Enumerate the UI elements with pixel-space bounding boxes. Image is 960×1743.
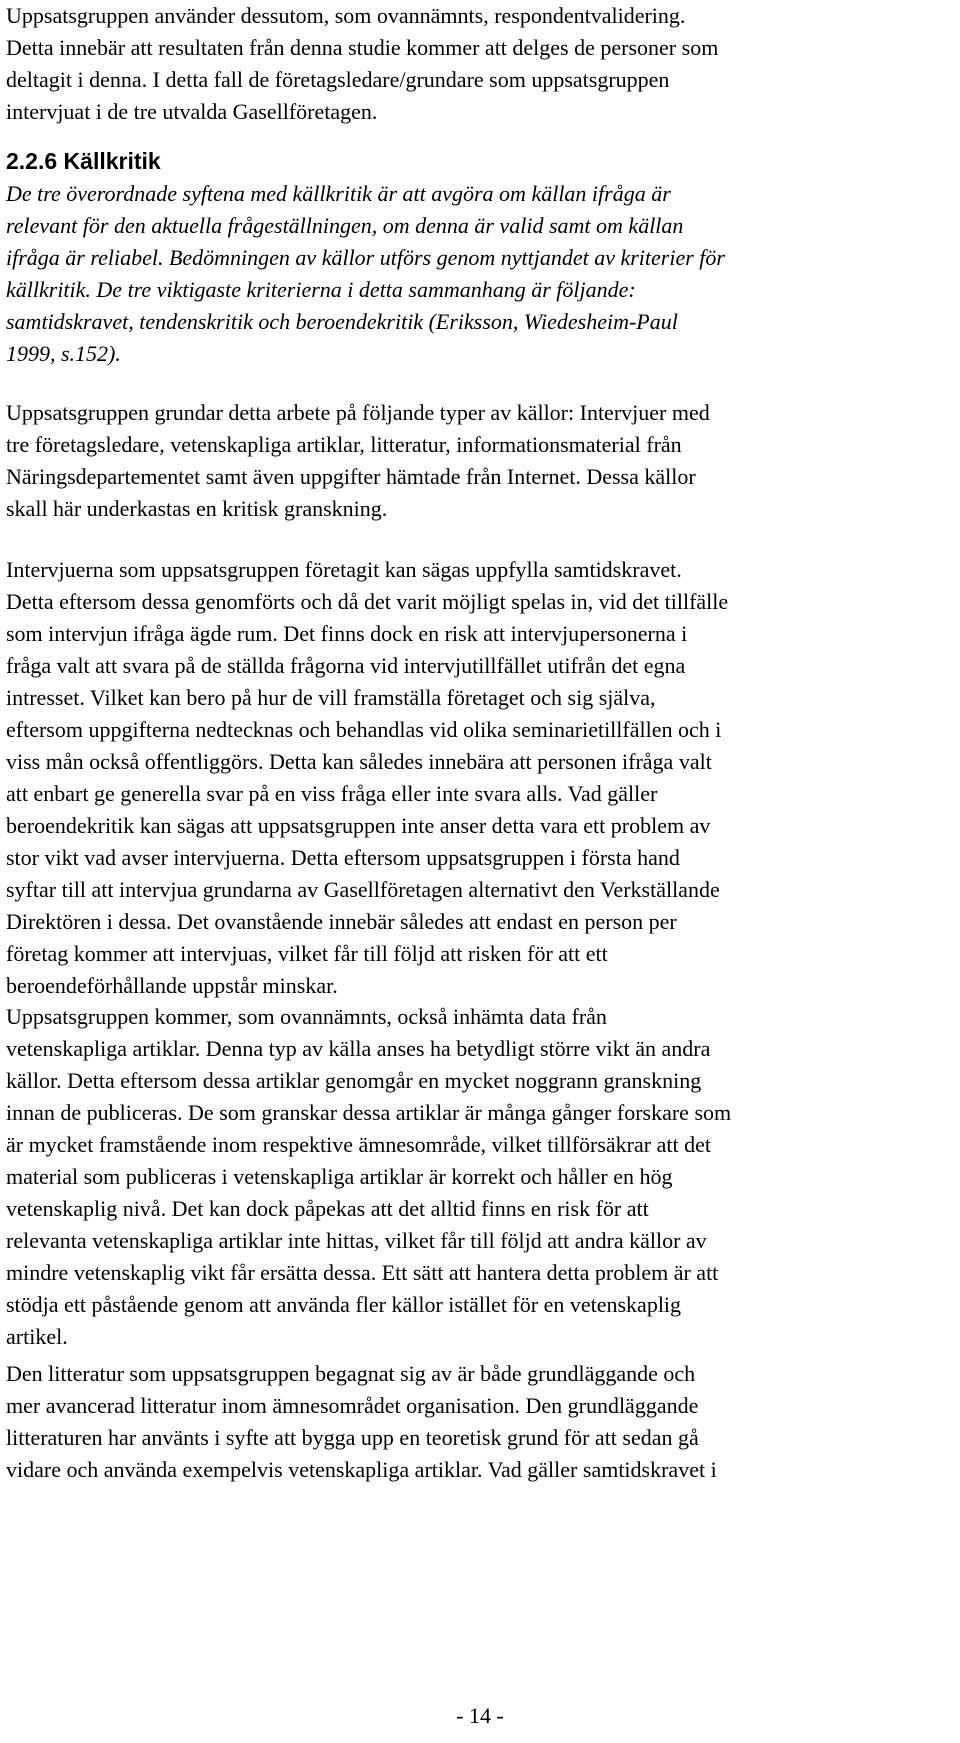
text-line: Detta eftersom dessa genomförts och då det varit möjligt spelas in, vid det tillfälle xyxy=(6,589,729,614)
text-line: samtidskravet, tendenskritik och beroendekritik (Eriksson, Wiedesheim-Paul xyxy=(6,309,678,334)
text-line: Direktören i dessa. Det ovanstående innebär således att endast en person per xyxy=(6,909,677,934)
text-line: är mycket framstående inom respektive ämnesområde, vilket tillförsäkrar att det xyxy=(6,1132,711,1157)
text-line: 1999, s.152). xyxy=(6,341,121,366)
text-line: De tre överordnade syftena med källkritik är att avgöra om källan ifråga är xyxy=(6,181,671,206)
section-number: 2.2.6 xyxy=(6,148,58,174)
text-line: vetenskaplig nivå. Det kan dock påpekas att det alltid finns en risk för att xyxy=(6,1196,649,1221)
text-line: tre företagsledare, vetenskapliga artiklar, litteratur, informationsmaterial från xyxy=(6,432,682,457)
text-line: Uppsatsgruppen använder dessutom, som ovannämnts, respondentvalidering. xyxy=(6,3,686,28)
text-line: innan de publiceras. De som granskar dessa artiklar är många gånger forskare som xyxy=(6,1100,732,1125)
section-title: Källkritik xyxy=(63,148,161,174)
text-line: att enbart ge generella svar på en viss fråga eller inte svara alls. Vad gäller xyxy=(6,781,658,806)
text-line: källkritik. De tre viktigaste kriterierna i detta sammanhang är följande: xyxy=(6,277,636,302)
text-line: vidare och använda exempelvis vetenskapliga artiklar. Vad gäller samtidskravet i xyxy=(6,1457,717,1482)
text-line: företag kommer att intervjuas, vilket får till följd att risken för att ett xyxy=(6,941,608,966)
text-line: syftar till att intervjua grundarna av Gasellföretagen alternativt den Verkställande xyxy=(6,877,720,902)
text-line: eftersom uppgifterna nedtecknas och behandlas vid olika seminarietillfällen och i xyxy=(6,717,722,742)
text-line: artikel. xyxy=(6,1324,68,1349)
body-paragraph xyxy=(6,1358,717,1486)
text-line: relevant för den aktuella frågeställningen, om denna är valid samt om källan xyxy=(6,213,684,238)
body-paragraph xyxy=(6,397,710,525)
text-line: relevanta vetenskapliga artiklar inte hittas, vilket får till följd att andra källor av xyxy=(6,1228,707,1253)
text-line: mer avancerad litteratur inom ämnesområdet organisation. Den grundläggande xyxy=(6,1393,699,1418)
text-line: källor. Detta eftersom dessa artiklar genomgår en mycket noggrann granskning xyxy=(6,1068,702,1093)
text-line: fråga valt att svara på de ställda frågorna vid intervjutillfället utifrån det egna xyxy=(6,653,686,678)
text-line: Uppsatsgruppen kommer, som ovannämnts, också inhämta data från xyxy=(6,1004,607,1029)
text-line: intresset. Vilket kan bero på hur de vill framställa företaget och sig själva, xyxy=(6,685,656,710)
body-paragraph xyxy=(6,554,728,1002)
text-line: Den litteratur som uppsatsgruppen begagnat sig av är både grundläggande och xyxy=(6,1361,696,1386)
text-line: Detta innebär att resultaten från denna studie kommer att delges de personer som xyxy=(6,35,719,60)
text-line: viss mån också offentliggörs. Detta kan således innebära att personen ifråga valt xyxy=(6,749,712,774)
text-line: Uppsatsgruppen grundar detta arbete på följande typer av källor: Intervjuer med xyxy=(6,400,710,425)
text-line: mindre vetenskaplig vikt får ersätta dessa. Ett sätt att hantera detta problem är att xyxy=(6,1260,719,1285)
text-line: ifråga är reliabel. Bedömningen av källor utförs genom nyttjandet av kriterier för xyxy=(6,245,725,270)
text-line: material som publiceras i vetenskapliga artiklar är korrekt och håller en hög xyxy=(6,1164,673,1189)
text-line: intervjuat i de tre utvalda Gasellföretagen. xyxy=(6,99,378,124)
text-line: stor vikt vad avser intervjuerna. Detta eftersom uppsatsgruppen i första hand xyxy=(6,845,680,870)
body-paragraph xyxy=(6,1001,731,1353)
text-line: deltagit i denna. I detta fall de företagsledare/grundare som uppsatsgruppen xyxy=(6,67,670,92)
text-line: Intervjuerna som uppsatsgruppen företagit kan sägas uppfylla samtidskravet. xyxy=(6,557,682,582)
text-line: beroendeförhållande uppstår minskar. xyxy=(6,973,338,998)
italic-paragraph xyxy=(6,178,725,370)
text-line: som intervjun ifråga ägde rum. Det finns dock en risk att intervjupersonerna i xyxy=(6,621,688,646)
intro-paragraph xyxy=(6,0,718,128)
section-heading xyxy=(6,145,161,177)
text-line: litteraturen har använts i syfte att bygga upp en teoretisk grund för att sedan gå xyxy=(6,1425,699,1450)
text-line: Näringsdepartementet samt även uppgifter hämtade från Internet. Dessa källor xyxy=(6,464,696,489)
text-line: beroendekritik kan sägas att uppsatsgruppen inte anser detta vara ett problem av xyxy=(6,813,711,838)
text-line: stödja ett påstående genom att använda fler källor istället för en vetenskaplig xyxy=(6,1292,682,1317)
text-line: vetenskapliga artiklar. Denna typ av källa anses ha betydligt större vikt än andra xyxy=(6,1036,711,1061)
page-number: - 14 - xyxy=(456,1703,504,1728)
text-line: skall här underkastas en kritisk granskning. xyxy=(6,496,388,521)
